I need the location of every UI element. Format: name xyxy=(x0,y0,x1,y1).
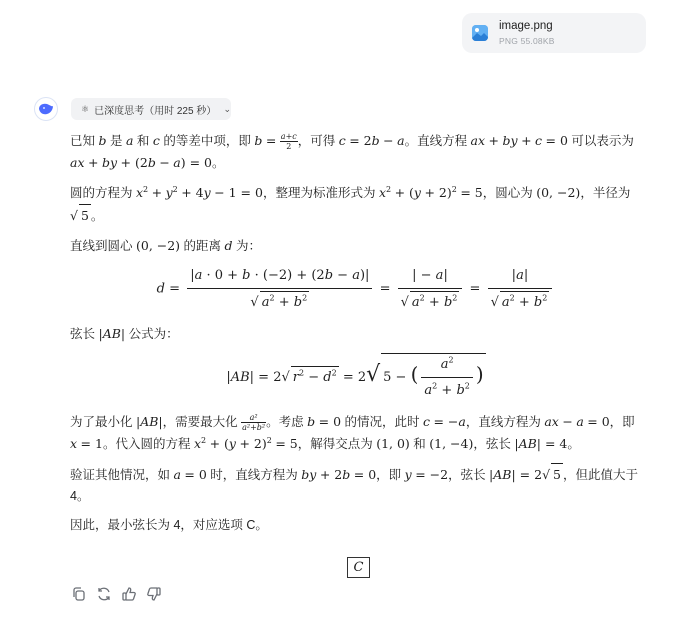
paragraph-5: 为了最小化 |AB|，需要最大化 $\frac{\text{a²}}{\text{a²+b²}}$ 。考虑 b = 0 的情况，此时 c = −a，直线方程为 ax − a = 0，即 x = 1。代入圆的方程 $x^2 + (y + 2)^2 = 5$，解得交点为 (1, 0) 和 (1, −4)，弦长 |AB| = 4。 xyxy=(70,413,635,451)
attachment-card[interactable] xyxy=(462,13,646,53)
thumbs-up-icon[interactable] xyxy=(121,586,137,602)
thumbs-down-icon[interactable] xyxy=(146,586,162,602)
refresh-icon[interactable] xyxy=(96,586,112,602)
paragraph-4: 弦长 |AB| 公式为： xyxy=(70,326,179,341)
answer-body xyxy=(70,130,642,544)
atom-icon: ⚛ xyxy=(81,103,90,114)
attachment-name: image.png xyxy=(499,20,553,32)
attachment-meta: PNG 55.08KB xyxy=(499,36,555,46)
final-answer-box: C xyxy=(347,557,370,578)
thinking-label: 已深度思考（用时 225 秒） xyxy=(94,105,217,117)
assistant-avatar xyxy=(34,97,58,121)
chord-formula: |AB| = 2√ $r^2 - d^2 = 2√$ 5 − ( $\frac{a^2}{a^2 + b^2}$ ) xyxy=(70,353,642,401)
distance-formula: d = $\frac{|a \cdot 0 + b \cdot (-2) + (2b - a)|}{√ a^2 + b^2}$ = $\frac{| - a|}{√ a^2 + b^2}$ = $\frac{|a|}{√ a^2 + b^2}$ xyxy=(70,265,642,313)
paragraph-1: 已知 b 是 a 和 c 的等差中项，即 b = $\frac{a+c}{2}$ ，可得 c = 2b − a。直线方程 ax + by + c = 0 可以表示为 ax + by + (2b − a) = 0。 xyxy=(70,132,634,170)
paragraph-3: 直线到圆心 (0, −2) 的距离 d 为： xyxy=(70,238,262,253)
paragraph-6: 验证其他情况，如 a = 0 时，直线方程为 by + 2b = 0，即 y = −2，弦长 |AB| = 2√ 5 ，但此值大于 4。 xyxy=(70,463,642,507)
image-file-icon xyxy=(472,25,488,41)
copy-icon[interactable] xyxy=(71,586,87,602)
paragraph-2: 圆的方程为 $x^2 + y^2 + 4y - 1 = 0$，整理为标准形式为 $x^2 + (y + 2)^2 = 5$，圆心为 (0, −2)，半径为 √ 5 。 xyxy=(70,182,642,227)
paragraph-7: 因此，最小弦长为 4，对应选项 C。 xyxy=(70,518,268,532)
message-actions xyxy=(71,586,162,602)
whale-logo-icon xyxy=(38,102,54,116)
chevron-down-icon: ⌄ xyxy=(223,103,231,114)
thinking-toggle[interactable] xyxy=(71,98,231,120)
